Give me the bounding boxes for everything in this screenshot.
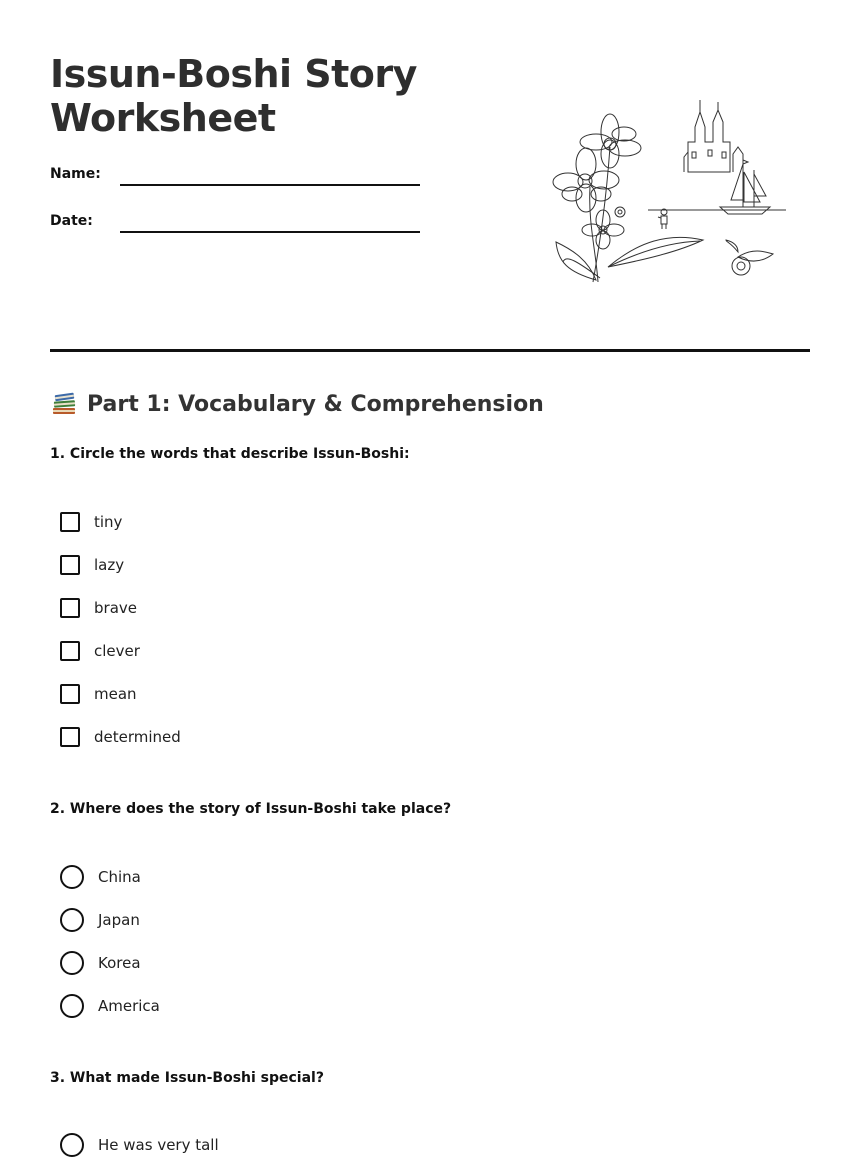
q3-option-tall[interactable] [60,1132,219,1158]
option-label: America [98,997,160,1015]
part1-heading [50,388,544,420]
flower-small-drawing [726,240,773,275]
title-line-1: Issun-Boshi Story [50,52,417,96]
option-label: tiny [94,513,123,531]
name-field [50,166,430,190]
castle-drawing [684,100,743,172]
part1-title: Part 1: Vocabulary & Comprehension [87,391,544,417]
q1-option-brave[interactable] [60,595,137,621]
question-2: 2. Where does the story of Issun-Boshi take place? [50,801,452,817]
question-3: 3. What made Issun-Boshi special? [50,1070,324,1086]
q1-option-determined[interactable] [60,724,181,750]
q1-option-clever[interactable] [60,638,140,664]
books-icon [50,390,78,418]
date-blank-line[interactable] [120,231,420,233]
option-label: lazy [94,556,125,574]
ship-drawing [720,160,770,214]
flower-top-drawing [580,114,641,168]
checkbox[interactable] [60,598,80,618]
question-1: 1. Circle the words that describe Issun-Boshi: [50,446,410,462]
checkbox[interactable] [60,727,80,747]
option-label: brave [94,599,137,617]
option-label: He was very tall [98,1136,219,1154]
radio-button[interactable] [60,865,84,889]
radio-button[interactable] [60,994,84,1018]
name-label: Name: [50,166,101,182]
radio-button[interactable] [60,1133,84,1157]
option-label: determined [94,728,181,746]
q2-option-japan[interactable] [60,907,140,933]
q2-option-korea[interactable] [60,950,141,976]
option-label: Korea [98,954,141,972]
section-divider [50,349,810,352]
date-field [50,213,430,237]
q1-option-mean[interactable] [60,681,137,707]
option-label: mean [94,685,137,703]
name-blank-line[interactable] [120,184,420,186]
checkbox[interactable] [60,512,80,532]
title-line-2: Worksheet [50,96,276,140]
checkbox[interactable] [60,555,80,575]
flower-stem [590,187,598,282]
q2-option-china[interactable] [60,864,141,890]
date-label: Date: [50,213,93,229]
checkbox[interactable] [60,684,80,704]
radio-button[interactable] [60,951,84,975]
q1-option-lazy[interactable] [60,552,124,578]
q1-option-tiny[interactable] [60,509,122,535]
boy-drawing [658,209,667,229]
worksheet-title [50,52,470,140]
q2-option-america[interactable] [60,993,160,1019]
radio-button[interactable] [60,908,84,932]
option-label: China [98,868,141,886]
story-illustration [548,92,798,292]
checkbox[interactable] [60,641,80,661]
option-label: clever [94,642,140,660]
option-label: Japan [98,911,140,929]
